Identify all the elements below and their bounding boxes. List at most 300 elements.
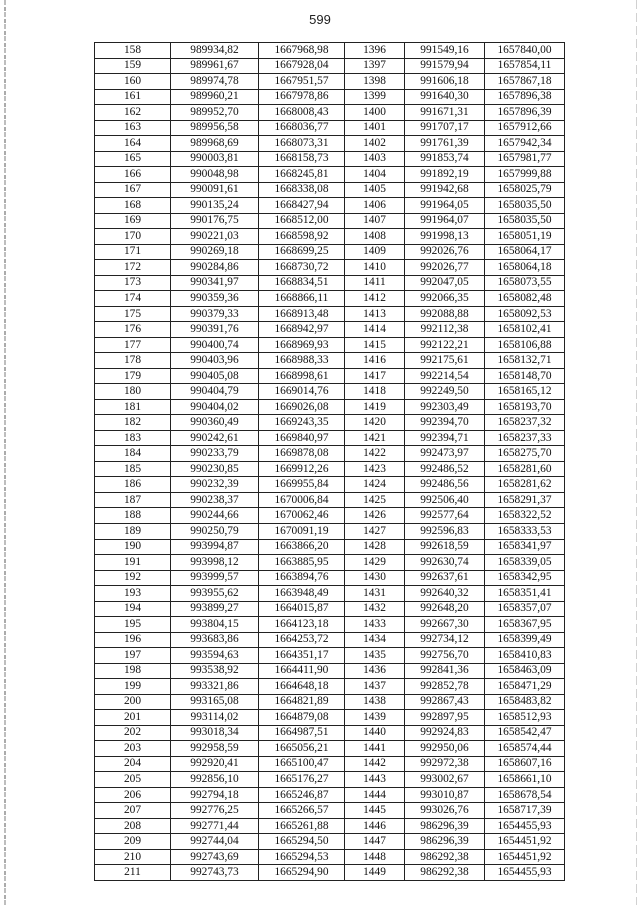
table-row: [95, 803, 565, 819]
y-coordinate-right-cell: 1657840,00: [485, 43, 565, 59]
x-coordinate-right-cell: 992122,21: [405, 337, 485, 353]
table-row: [95, 306, 565, 322]
table-row: [95, 182, 565, 198]
x-coordinate-left-cell: 990003,81: [171, 151, 259, 167]
x-coordinate-left-cell: 992776,25: [171, 803, 259, 819]
x-coordinate-right-cell: 992026,77: [405, 260, 485, 276]
x-coordinate-right-cell: 991892,19: [405, 167, 485, 183]
x-coordinate-right-cell: 992637,61: [405, 570, 485, 586]
point-number-right-cell: 1446: [345, 818, 405, 834]
y-coordinate-left-cell: 1668969,93: [259, 337, 345, 353]
table-row: [95, 244, 565, 260]
point-number-left-cell: 160: [95, 74, 171, 90]
y-coordinate-left-cell: 1665266,57: [259, 803, 345, 819]
point-number-right-cell: 1425: [345, 492, 405, 508]
point-number-right-cell: 1420: [345, 415, 405, 431]
point-number-left-cell: 191: [95, 555, 171, 571]
y-coordinate-left-cell: 1669912,26: [259, 461, 345, 477]
point-number-left-cell: 197: [95, 648, 171, 664]
point-number-left-cell: 186: [95, 477, 171, 493]
point-number-left-cell: 208: [95, 818, 171, 834]
x-coordinate-right-cell: 992112,38: [405, 322, 485, 338]
scan-edge-left: [4, 0, 6, 905]
y-coordinate-left-cell: 1663894,76: [259, 570, 345, 586]
point-number-left-cell: 181: [95, 399, 171, 415]
y-coordinate-left-cell: 1664987,51: [259, 725, 345, 741]
table-row: [95, 834, 565, 850]
y-coordinate-right-cell: 1658291,37: [485, 492, 565, 508]
x-coordinate-right-cell: 992088,88: [405, 306, 485, 322]
y-coordinate-right-cell: 1658073,55: [485, 275, 565, 291]
point-number-left-cell: 167: [95, 182, 171, 198]
point-number-left-cell: 165: [95, 151, 171, 167]
point-number-left-cell: 194: [95, 601, 171, 617]
point-number-left-cell: 178: [95, 353, 171, 369]
x-coordinate-right-cell: 992667,30: [405, 617, 485, 633]
point-number-left-cell: 164: [95, 136, 171, 152]
point-number-right-cell: 1402: [345, 136, 405, 152]
x-coordinate-left-cell: 990135,24: [171, 198, 259, 214]
x-coordinate-left-cell: 990404,02: [171, 399, 259, 415]
x-coordinate-left-cell: 993594,63: [171, 648, 259, 664]
x-coordinate-right-cell: 992486,56: [405, 477, 485, 493]
x-coordinate-right-cell: 991606,18: [405, 74, 485, 90]
y-coordinate-right-cell: 1658717,39: [485, 803, 565, 819]
y-coordinate-right-cell: 1658410,83: [485, 648, 565, 664]
x-coordinate-right-cell: 992214,54: [405, 368, 485, 384]
x-coordinate-right-cell: 986296,39: [405, 834, 485, 850]
y-coordinate-left-cell: 1668008,43: [259, 105, 345, 121]
y-coordinate-left-cell: 1663885,95: [259, 555, 345, 571]
x-coordinate-right-cell: 993026,76: [405, 803, 485, 819]
y-coordinate-right-cell: 1658367,95: [485, 617, 565, 633]
y-coordinate-left-cell: 1664411,90: [259, 663, 345, 679]
x-coordinate-right-cell: 992026,76: [405, 244, 485, 260]
x-coordinate-right-cell: 991579,94: [405, 58, 485, 74]
point-number-right-cell: 1433: [345, 617, 405, 633]
point-number-right-cell: 1448: [345, 849, 405, 865]
point-number-left-cell: 177: [95, 337, 171, 353]
coordinates-table: [94, 42, 565, 881]
point-number-right-cell: 1427: [345, 523, 405, 539]
y-coordinate-left-cell: 1668158,73: [259, 151, 345, 167]
y-coordinate-left-cell: 1669026,08: [259, 399, 345, 415]
x-coordinate-left-cell: 992744,04: [171, 834, 259, 850]
x-coordinate-left-cell: 990359,36: [171, 291, 259, 307]
point-number-left-cell: 184: [95, 446, 171, 462]
x-coordinate-left-cell: 990232,39: [171, 477, 259, 493]
y-coordinate-right-cell: 1658607,16: [485, 756, 565, 772]
point-number-right-cell: 1441: [345, 741, 405, 757]
x-coordinate-right-cell: 992756,70: [405, 648, 485, 664]
point-number-left-cell: 195: [95, 617, 171, 633]
point-number-left-cell: 200: [95, 694, 171, 710]
point-number-right-cell: 1410: [345, 260, 405, 276]
x-coordinate-left-cell: 990221,03: [171, 229, 259, 245]
y-coordinate-right-cell: 1658165,12: [485, 384, 565, 400]
y-coordinate-right-cell: 1658132,71: [485, 353, 565, 369]
y-coordinate-left-cell: 1668998,61: [259, 368, 345, 384]
point-number-left-cell: 166: [95, 167, 171, 183]
y-coordinate-right-cell: 1658082,48: [485, 291, 565, 307]
x-coordinate-right-cell: 986292,38: [405, 865, 485, 881]
point-number-left-cell: 168: [95, 198, 171, 214]
table-row: [95, 756, 565, 772]
table-row: [95, 477, 565, 493]
point-number-left-cell: 192: [95, 570, 171, 586]
table-row: [95, 849, 565, 865]
y-coordinate-right-cell: 1658275,70: [485, 446, 565, 462]
y-coordinate-left-cell: 1664351,17: [259, 648, 345, 664]
point-number-left-cell: 188: [95, 508, 171, 524]
point-number-left-cell: 196: [95, 632, 171, 648]
x-coordinate-right-cell: 992596,83: [405, 523, 485, 539]
x-coordinate-left-cell: 993955,62: [171, 586, 259, 602]
x-coordinate-right-cell: 992175,61: [405, 353, 485, 369]
y-coordinate-left-cell: 1667951,57: [259, 74, 345, 90]
y-coordinate-left-cell: 1663866,20: [259, 539, 345, 555]
y-coordinate-right-cell: 1657867,18: [485, 74, 565, 90]
table-row: [95, 384, 565, 400]
y-coordinate-left-cell: 1668699,25: [259, 244, 345, 260]
point-number-right-cell: 1438: [345, 694, 405, 710]
y-coordinate-right-cell: 1658281,62: [485, 477, 565, 493]
point-number-right-cell: 1423: [345, 461, 405, 477]
x-coordinate-right-cell: 992950,06: [405, 741, 485, 757]
point-number-left-cell: 172: [95, 260, 171, 276]
point-number-right-cell: 1442: [345, 756, 405, 772]
y-coordinate-left-cell: 1668913,48: [259, 306, 345, 322]
x-coordinate-right-cell: 992577,64: [405, 508, 485, 524]
y-coordinate-right-cell: 1658148,70: [485, 368, 565, 384]
point-number-right-cell: 1415: [345, 337, 405, 353]
table-row: [95, 337, 565, 353]
point-number-left-cell: 205: [95, 772, 171, 788]
table-row: [95, 275, 565, 291]
point-number-right-cell: 1398: [345, 74, 405, 90]
x-coordinate-left-cell: 990233,79: [171, 446, 259, 462]
x-coordinate-right-cell: 992473,97: [405, 446, 485, 462]
coordinates-table-body: [95, 43, 565, 881]
x-coordinate-left-cell: 990238,37: [171, 492, 259, 508]
point-number-left-cell: 158: [95, 43, 171, 59]
table-row: [95, 368, 565, 384]
y-coordinate-left-cell: 1664015,87: [259, 601, 345, 617]
table-row: [95, 601, 565, 617]
y-coordinate-right-cell: 1658399,49: [485, 632, 565, 648]
point-number-left-cell: 170: [95, 229, 171, 245]
point-number-right-cell: 1414: [345, 322, 405, 338]
y-coordinate-left-cell: 1669840,97: [259, 430, 345, 446]
x-coordinate-right-cell: 991853,74: [405, 151, 485, 167]
x-coordinate-right-cell: 992852,78: [405, 679, 485, 695]
x-coordinate-right-cell: 991640,30: [405, 89, 485, 105]
x-coordinate-right-cell: 992924,83: [405, 725, 485, 741]
point-number-left-cell: 189: [95, 523, 171, 539]
point-number-right-cell: 1416: [345, 353, 405, 369]
table-row: [95, 105, 565, 121]
point-number-right-cell: 1413: [345, 306, 405, 322]
y-coordinate-right-cell: 1658281,60: [485, 461, 565, 477]
y-coordinate-right-cell: 1658483,82: [485, 694, 565, 710]
x-coordinate-left-cell: 993114,02: [171, 710, 259, 726]
y-coordinate-right-cell: 1658512,93: [485, 710, 565, 726]
point-number-left-cell: 173: [95, 275, 171, 291]
y-coordinate-right-cell: 1658357,07: [485, 601, 565, 617]
y-coordinate-right-cell: 1657999,88: [485, 167, 565, 183]
table-row: [95, 710, 565, 726]
point-number-right-cell: 1445: [345, 803, 405, 819]
point-number-right-cell: 1418: [345, 384, 405, 400]
page-number: 599: [309, 12, 331, 27]
y-coordinate-left-cell: 1669243,35: [259, 415, 345, 431]
x-coordinate-right-cell: 992394,71: [405, 430, 485, 446]
point-number-right-cell: 1435: [345, 648, 405, 664]
point-number-right-cell: 1412: [345, 291, 405, 307]
x-coordinate-left-cell: 990400,74: [171, 337, 259, 353]
point-number-right-cell: 1429: [345, 555, 405, 571]
y-coordinate-left-cell: 1669014,76: [259, 384, 345, 400]
x-coordinate-right-cell: 992486,52: [405, 461, 485, 477]
y-coordinate-right-cell: 1657942,34: [485, 136, 565, 152]
x-coordinate-left-cell: 990269,18: [171, 244, 259, 260]
x-coordinate-left-cell: 989974,78: [171, 74, 259, 90]
point-number-right-cell: 1403: [345, 151, 405, 167]
point-number-right-cell: 1436: [345, 663, 405, 679]
point-number-right-cell: 1419: [345, 399, 405, 415]
y-coordinate-left-cell: 1668942,97: [259, 322, 345, 338]
y-coordinate-left-cell: 1668512,00: [259, 213, 345, 229]
point-number-left-cell: 202: [95, 725, 171, 741]
y-coordinate-right-cell: 1654451,92: [485, 849, 565, 865]
point-number-left-cell: 207: [95, 803, 171, 819]
point-number-left-cell: 190: [95, 539, 171, 555]
table-row: [95, 353, 565, 369]
point-number-left-cell: 209: [95, 834, 171, 850]
scan-edge-right: [636, 0, 637, 905]
y-coordinate-left-cell: 1668427,94: [259, 198, 345, 214]
y-coordinate-right-cell: 1658463,09: [485, 663, 565, 679]
point-number-right-cell: 1428: [345, 539, 405, 555]
point-number-left-cell: 201: [95, 710, 171, 726]
x-coordinate-left-cell: 990391,76: [171, 322, 259, 338]
point-number-left-cell: 210: [95, 849, 171, 865]
x-coordinate-right-cell: 992618,59: [405, 539, 485, 555]
point-number-right-cell: 1406: [345, 198, 405, 214]
x-coordinate-right-cell: 992066,35: [405, 291, 485, 307]
x-coordinate-right-cell: 992897,95: [405, 710, 485, 726]
point-number-right-cell: 1434: [345, 632, 405, 648]
x-coordinate-left-cell: 990091,61: [171, 182, 259, 198]
x-coordinate-right-cell: 992734,12: [405, 632, 485, 648]
y-coordinate-left-cell: 1664879,08: [259, 710, 345, 726]
y-coordinate-left-cell: 1665261,88: [259, 818, 345, 834]
x-coordinate-right-cell: 992648,20: [405, 601, 485, 617]
point-number-right-cell: 1408: [345, 229, 405, 245]
y-coordinate-left-cell: 1665246,87: [259, 787, 345, 803]
point-number-left-cell: 204: [95, 756, 171, 772]
x-coordinate-right-cell: 993002,67: [405, 772, 485, 788]
y-coordinate-right-cell: 1657854,11: [485, 58, 565, 74]
y-coordinate-right-cell: 1657912,66: [485, 120, 565, 136]
table-row: [95, 136, 565, 152]
x-coordinate-right-cell: 986292,38: [405, 849, 485, 865]
x-coordinate-left-cell: 992794,18: [171, 787, 259, 803]
point-number-right-cell: 1443: [345, 772, 405, 788]
y-coordinate-right-cell: 1657981,77: [485, 151, 565, 167]
y-coordinate-left-cell: 1664123,18: [259, 617, 345, 633]
table-row: [95, 167, 565, 183]
y-coordinate-right-cell: 1658471,29: [485, 679, 565, 695]
x-coordinate-right-cell: 992640,32: [405, 586, 485, 602]
y-coordinate-left-cell: 1668338,08: [259, 182, 345, 198]
x-coordinate-left-cell: 990403,96: [171, 353, 259, 369]
y-coordinate-right-cell: 1658661,10: [485, 772, 565, 788]
point-number-right-cell: 1430: [345, 570, 405, 586]
x-coordinate-right-cell: 991707,17: [405, 120, 485, 136]
x-coordinate-left-cell: 990244,66: [171, 508, 259, 524]
point-number-left-cell: 182: [95, 415, 171, 431]
y-coordinate-right-cell: 1658322,52: [485, 508, 565, 524]
point-number-right-cell: 1439: [345, 710, 405, 726]
x-coordinate-right-cell: 992394,70: [405, 415, 485, 431]
y-coordinate-right-cell: 1657896,39: [485, 105, 565, 121]
y-coordinate-left-cell: 1668834,51: [259, 275, 345, 291]
y-coordinate-right-cell: 1658342,95: [485, 570, 565, 586]
point-number-left-cell: 206: [95, 787, 171, 803]
y-coordinate-right-cell: 1654455,93: [485, 818, 565, 834]
point-number-right-cell: 1401: [345, 120, 405, 136]
table-row: [95, 43, 565, 59]
point-number-right-cell: 1407: [345, 213, 405, 229]
table-row: [95, 523, 565, 539]
table-row: [95, 663, 565, 679]
x-coordinate-left-cell: 990048,98: [171, 167, 259, 183]
x-coordinate-left-cell: 992743,69: [171, 849, 259, 865]
point-number-right-cell: 1421: [345, 430, 405, 446]
point-number-left-cell: 159: [95, 58, 171, 74]
y-coordinate-left-cell: 1668073,31: [259, 136, 345, 152]
x-coordinate-right-cell: 991942,68: [405, 182, 485, 198]
point-number-right-cell: 1399: [345, 89, 405, 105]
y-coordinate-right-cell: 1658237,33: [485, 430, 565, 446]
y-coordinate-right-cell: 1654451,92: [485, 834, 565, 850]
x-coordinate-left-cell: 989961,67: [171, 58, 259, 74]
point-number-right-cell: 1432: [345, 601, 405, 617]
table-row: [95, 617, 565, 633]
table-row: [95, 787, 565, 803]
y-coordinate-right-cell: 1658574,44: [485, 741, 565, 757]
point-number-left-cell: 183: [95, 430, 171, 446]
y-coordinate-left-cell: 1667968,98: [259, 43, 345, 59]
table-row: [95, 229, 565, 245]
point-number-right-cell: 1400: [345, 105, 405, 121]
table-row: [95, 539, 565, 555]
point-number-left-cell: 162: [95, 105, 171, 121]
x-coordinate-right-cell: 991549,16: [405, 43, 485, 59]
y-coordinate-left-cell: 1665100,47: [259, 756, 345, 772]
point-number-left-cell: 174: [95, 291, 171, 307]
x-coordinate-right-cell: 986296,39: [405, 818, 485, 834]
x-coordinate-left-cell: 990250,79: [171, 523, 259, 539]
table-row: [95, 461, 565, 477]
x-coordinate-left-cell: 993321,86: [171, 679, 259, 695]
x-coordinate-left-cell: 989960,21: [171, 89, 259, 105]
x-coordinate-right-cell: 991761,39: [405, 136, 485, 152]
y-coordinate-right-cell: 1658102,41: [485, 322, 565, 338]
x-coordinate-left-cell: 993999,57: [171, 570, 259, 586]
table-row: [95, 89, 565, 105]
table-row: [95, 415, 565, 431]
point-number-right-cell: 1397: [345, 58, 405, 74]
y-coordinate-left-cell: 1668598,92: [259, 229, 345, 245]
x-coordinate-right-cell: 992249,50: [405, 384, 485, 400]
y-coordinate-right-cell: 1658064,18: [485, 260, 565, 276]
y-coordinate-left-cell: 1670091,19: [259, 523, 345, 539]
x-coordinate-right-cell: 992506,40: [405, 492, 485, 508]
table-row: [95, 492, 565, 508]
table-row: [95, 322, 565, 338]
table-row: [95, 430, 565, 446]
x-coordinate-left-cell: 992958,59: [171, 741, 259, 757]
y-coordinate-right-cell: 1658193,70: [485, 399, 565, 415]
y-coordinate-right-cell: 1658025,79: [485, 182, 565, 198]
table-row: [95, 772, 565, 788]
y-coordinate-right-cell: 1658064,17: [485, 244, 565, 260]
point-number-left-cell: 176: [95, 322, 171, 338]
point-number-left-cell: 185: [95, 461, 171, 477]
x-coordinate-right-cell: 992841,36: [405, 663, 485, 679]
x-coordinate-left-cell: 993804,15: [171, 617, 259, 633]
x-coordinate-left-cell: 990230,85: [171, 461, 259, 477]
x-coordinate-right-cell: 993010,87: [405, 787, 485, 803]
point-number-left-cell: 169: [95, 213, 171, 229]
table-row: [95, 632, 565, 648]
x-coordinate-right-cell: 992047,05: [405, 275, 485, 291]
point-number-right-cell: 1424: [345, 477, 405, 493]
x-coordinate-left-cell: 993018,34: [171, 725, 259, 741]
table-row: [95, 74, 565, 90]
table-row: [95, 58, 565, 74]
table-row: [95, 725, 565, 741]
point-number-right-cell: 1405: [345, 182, 405, 198]
point-number-left-cell: 161: [95, 89, 171, 105]
point-number-left-cell: 198: [95, 663, 171, 679]
table-row: [95, 260, 565, 276]
x-coordinate-right-cell: 992867,43: [405, 694, 485, 710]
table-row: [95, 555, 565, 571]
point-number-left-cell: 179: [95, 368, 171, 384]
y-coordinate-right-cell: 1658106,88: [485, 337, 565, 353]
table-row: [95, 741, 565, 757]
table-row: [95, 151, 565, 167]
y-coordinate-left-cell: 1668988,33: [259, 353, 345, 369]
y-coordinate-left-cell: 1664648,18: [259, 679, 345, 695]
y-coordinate-right-cell: 1658351,41: [485, 586, 565, 602]
point-number-right-cell: 1409: [345, 244, 405, 260]
point-number-right-cell: 1417: [345, 368, 405, 384]
y-coordinate-right-cell: 1658341,97: [485, 539, 565, 555]
table-row: [95, 648, 565, 664]
table-row: [95, 694, 565, 710]
table-row: [95, 446, 565, 462]
table-row: [95, 818, 565, 834]
x-coordinate-left-cell: 992743,73: [171, 865, 259, 881]
x-coordinate-left-cell: 990242,61: [171, 430, 259, 446]
y-coordinate-right-cell: 1658051,19: [485, 229, 565, 245]
x-coordinate-left-cell: 990404,79: [171, 384, 259, 400]
x-coordinate-left-cell: 989934,82: [171, 43, 259, 59]
